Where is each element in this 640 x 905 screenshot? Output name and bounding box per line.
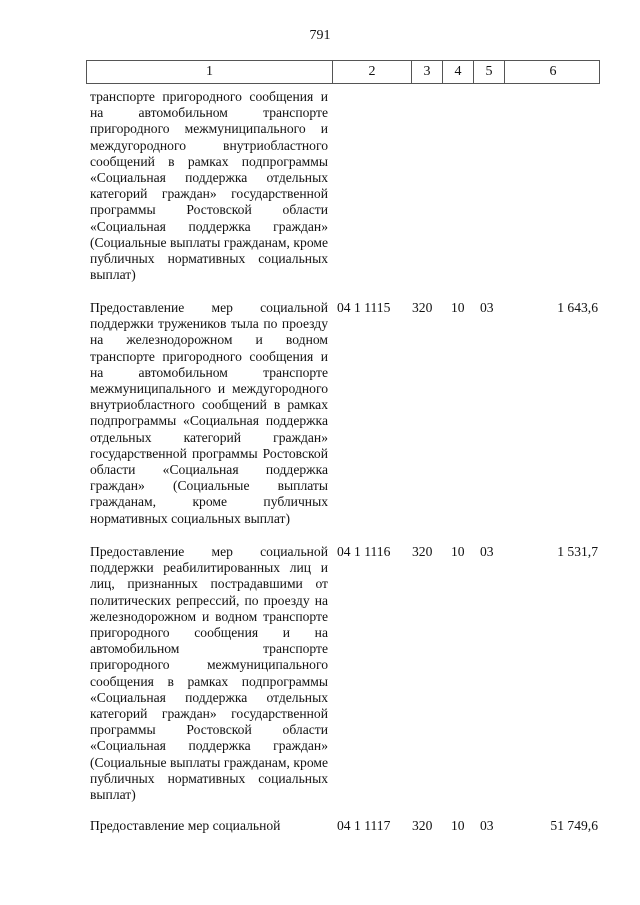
row-description: Предоставление мер социальной поддержки тружеников тыла по проезду на железнодорожном и водном транспорте пригородного сообщения и на автомобильном транспорте межмуниципального и междугородного внутриобластного сообщений в рамках подпрограммы «Социальная поддержка отдельных категорий граждан» государственной программы Ростовской области «Социальная поддержка граждан» (Социальные выплаты гражданам, кроме публичных нормативных социальных выплат) <box>90 300 328 526</box>
row-description: Предоставление мер социальной <box>90 818 281 833</box>
expense-type: 320 <box>412 300 433 315</box>
amount: 1 643,6 <box>557 300 598 315</box>
section: 10 <box>451 544 465 559</box>
row-description: Предоставление мер социальной поддержки реабилитированных лиц и лиц, признанных пострадавшими от политических репрессий, по проезду на железнодорожном и водном транспорте пригородного сообщения и на автомобильном транспорте пригородного межмуниципального сообщения в рамках подпрограммы «Социальная поддержка отдельных категорий граждан» государственной программы Ростовской области «Социальная поддержка граждан» (Социальные выплаты гражданам, кроме публичных нормативных социальных выплат) <box>90 544 328 803</box>
section: 10 <box>451 300 465 315</box>
subsection: 03 <box>480 818 494 833</box>
subsection: 03 <box>480 300 494 315</box>
header-col-2: 2 <box>368 64 376 79</box>
subsection: 03 <box>480 544 494 559</box>
expense-type: 320 <box>412 544 433 559</box>
page-number: 791 <box>309 28 331 43</box>
section: 10 <box>451 818 465 833</box>
header-col-4: 4 <box>454 64 462 79</box>
header-col-5: 5 <box>485 64 493 79</box>
amount: 51 749,6 <box>550 818 598 833</box>
header-col-1: 1 <box>206 64 213 79</box>
header-col-3: 3 <box>423 64 431 79</box>
expense-type: 320 <box>412 818 433 833</box>
table-header <box>86 60 600 84</box>
target-code: 04 1 1117 <box>337 818 391 833</box>
target-code: 04 1 1116 <box>337 544 391 559</box>
header-col-6: 6 <box>549 64 557 79</box>
row-description: транспорте пригородного сообщения и на автомобильном транспорте пригородного межмуниципального и междугородного внутриобластного сообщений в рамках подпрограммы «Социальная поддержка отдельных категорий граждан» государственной программы Ростовской области «Социальная поддержка граждан» (Социальные выплаты гражданам, кроме публичных нормативных социальных выплат) <box>90 89 328 283</box>
amount: 1 531,7 <box>557 544 598 559</box>
target-code: 04 1 1115 <box>337 300 391 315</box>
